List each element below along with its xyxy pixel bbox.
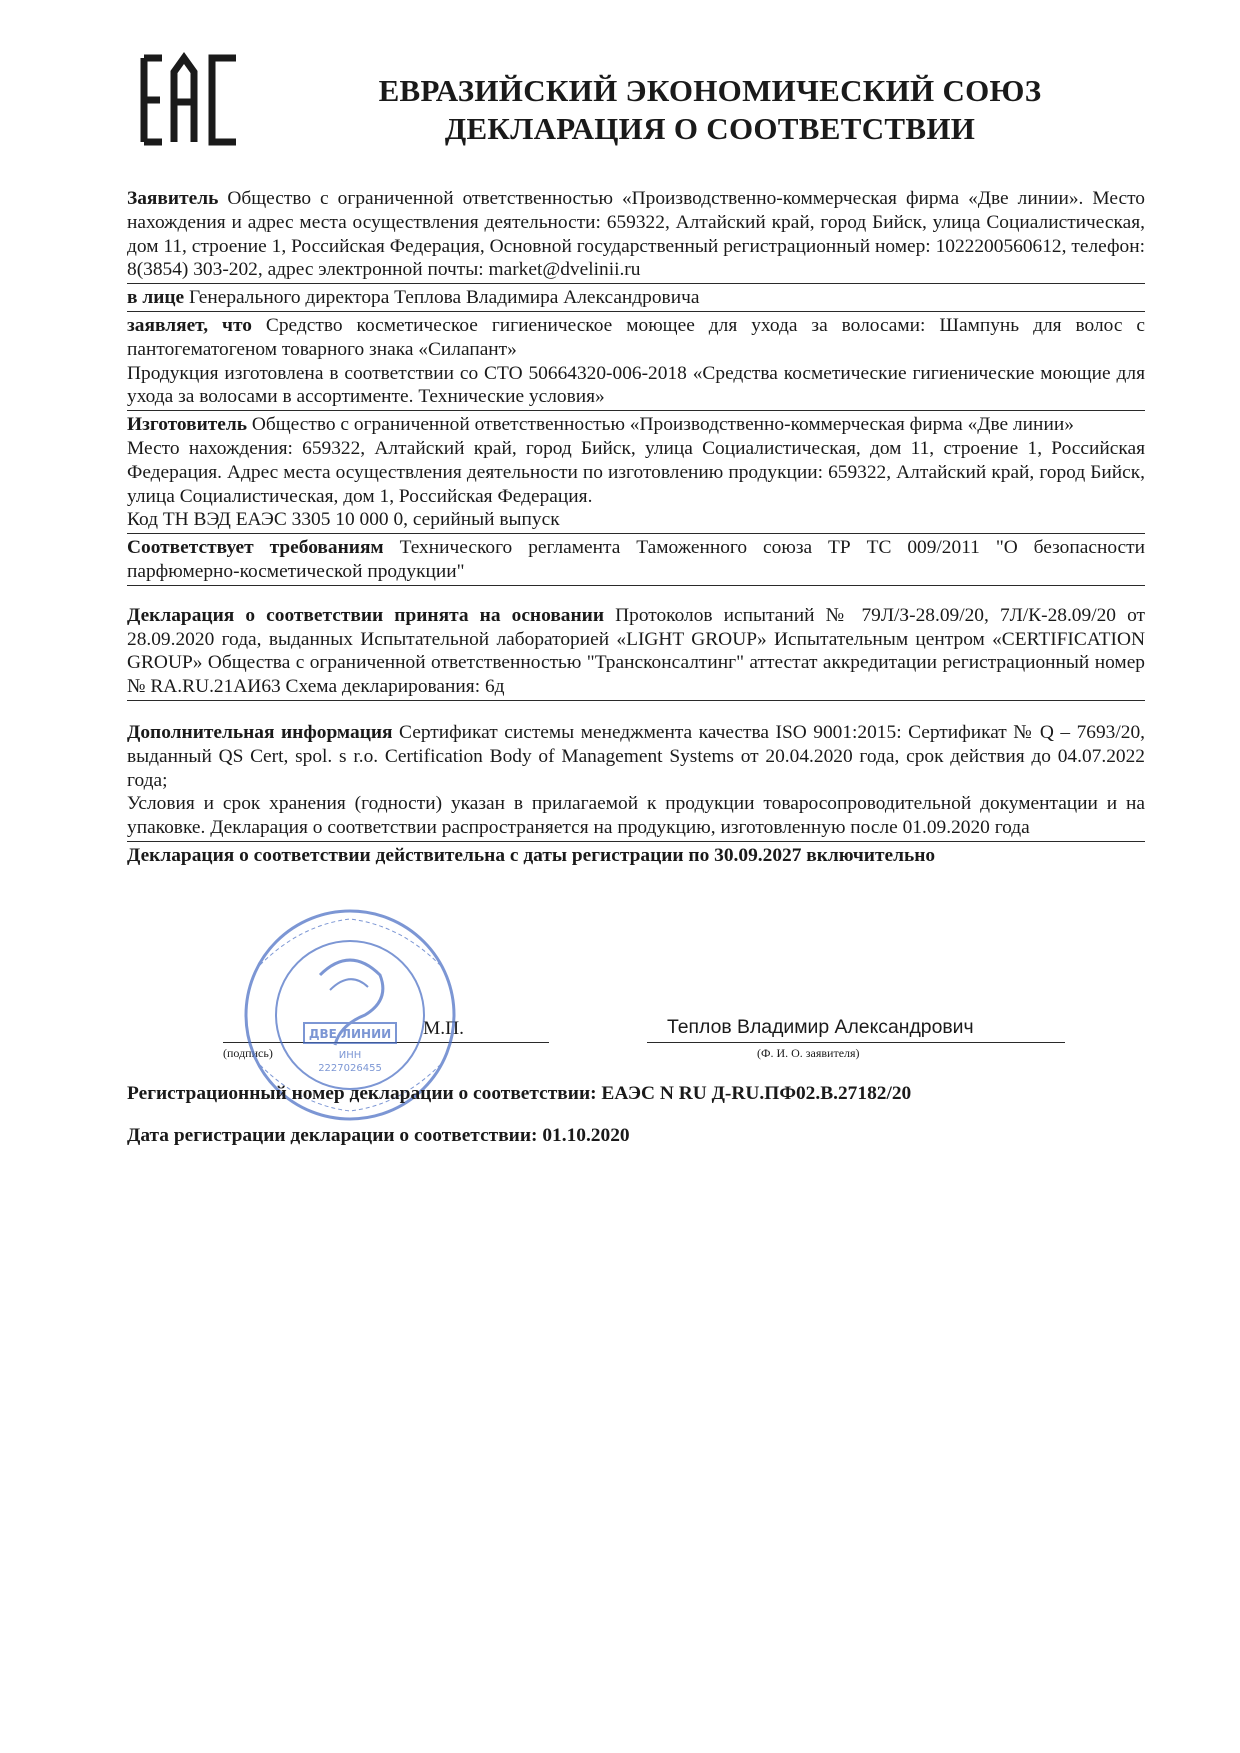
- title-line-union: ЕВРАЗИЙСКИЙ ЭКОНОМИЧЕСКИЙ СОЮЗ: [378, 73, 1042, 108]
- declaration-body: [127, 187, 1145, 868]
- represented-text: Генерального директора Теплова Владимира Александровича: [184, 287, 700, 309]
- applicant-section: [127, 187, 1145, 284]
- registration-date: Дата регистрации декларации о соответствии: 01.10.2020: [127, 1125, 630, 1146]
- stamp-company-name: ДВЕ ЛИНИИ: [308, 1027, 392, 1041]
- represented-section: [127, 286, 1145, 312]
- product-standard: Продукция изготовлена в соответствии со СТО 50664320-006-2018 «Средства косметические гигиенические моющие для ухода за волосами в ассортименте. Технические условия»: [127, 362, 1145, 408]
- product-code: Код ТН ВЭД ЕАЭС 3305 10 000 0, серийный выпуск: [127, 509, 560, 531]
- stamp-inn-number: 2227026455: [318, 1063, 382, 1074]
- manufacturer-section: [127, 413, 1145, 534]
- signer-name-caption: (Ф. И. О. заявителя): [757, 1046, 860, 1060]
- product-name: Средство косметическое гигиеническое моющее для ухода за волосами: Шампунь для волос с пантогематогеном товарного знака «Силапант»: [127, 314, 1145, 360]
- stamp-place-label: М.П.: [423, 1018, 464, 1039]
- title-line-declaration: ДЕКЛАРАЦИЯ О СООТВЕТСТВИИ: [444, 111, 976, 146]
- manufacturer-address: Место нахождения: 659322, Алтайский край, город Бийск, улица Социалистическая, дом 11, строение 1, Российская Федерация. Адрес места осуществления деятельности по изготовлению продукции: 659322, Алтайский край, город Бийск, улица Социалистическая, дом 1, Российская Федерация.: [127, 437, 1145, 507]
- basis-section: [127, 604, 1145, 701]
- signature-caption: (подпись): [223, 1046, 273, 1060]
- manufacturer-text: Общество с ограниченной ответственностью «Производственно-коммерческая фирма «Две линии»: [247, 414, 1074, 436]
- basis-label: Декларация о соответствии принята на основании: [127, 604, 605, 626]
- document-title: [300, 72, 1120, 148]
- signer-name-line: [647, 1042, 1065, 1043]
- additional-section: [127, 721, 1145, 842]
- conforms-label: Соответствует требованиям: [127, 537, 384, 559]
- represented-label: в лице: [127, 287, 185, 309]
- conforms-section: [127, 536, 1145, 586]
- stamp-inn-label: ИНН: [338, 1050, 362, 1061]
- additional-text: Сертификат системы менеджмента качества ISO 9001:2015: Сертификат № Q – 7693/20, выданный QS Cert, spol. s r.o. Certification Body of Management Systems от 20.04.2020 года, срок действия до 04.07.2022 года;: [127, 721, 1145, 791]
- applicant-text: Общество с ограниченной ответственностью «Производственно-коммерческая фирма «Две линии». Место нахождения и адрес места осуществления деятельности: 659322, Алтайский край, город Бийск, улица Социалистическая, дом 11, строение 1, Российская Федерация, Основной государственный регистрационный номер: 1022200560612, телефон: 8(3854) 303-202, адрес электронной почты: market@dvelinii.ru: [127, 188, 1145, 281]
- signer-name: Теплов Владимир Александрович: [667, 1016, 974, 1038]
- eac-logo: [138, 50, 246, 150]
- declares-label: заявляет, что: [127, 314, 252, 336]
- declares-section: [127, 314, 1145, 411]
- applicant-label: Заявитель: [127, 188, 219, 209]
- validity-statement: Декларация о соответствии действительна с даты регистрации по 30.09.2027 включительно: [127, 844, 936, 866]
- registration-number: Регистрационный номер декларации о соответствии: ЕАЭС N RU Д-RU.ПФ02.В.27182/20: [127, 1083, 912, 1104]
- conforms-text: Технического регламента Таможенного союза ТР ТС 009/2011 "О безопасности парфюмерно-косметической продукции": [127, 537, 1145, 582]
- additional-label: Дополнительная информация: [127, 721, 393, 743]
- storage-conditions: Условия и срок хранения (годности) указан в прилагаемой к продукции товаросопроводительной документации и на упаковке. Декларация о соответствии распространяется на продукцию, изготовленную после 01.09.2020 года: [127, 793, 1145, 839]
- basis-text: Протоколов испытаний № 79Л/З-28.09/20, 7Л/К-28.09/20 от 28.09.2020 года, выданных Испытательной лабораторией «LIGHT GROUP» Испытательным центром «CERTIFICATION GROUP» Общества с ограниченной ответственностью "Трансконсалтинг" аттестат аккредитации регистрационный номер № RA.RU.21АИ63 Схема декларирования: 6д: [127, 604, 1145, 698]
- manufacturer-label: Изготовитель: [127, 414, 248, 436]
